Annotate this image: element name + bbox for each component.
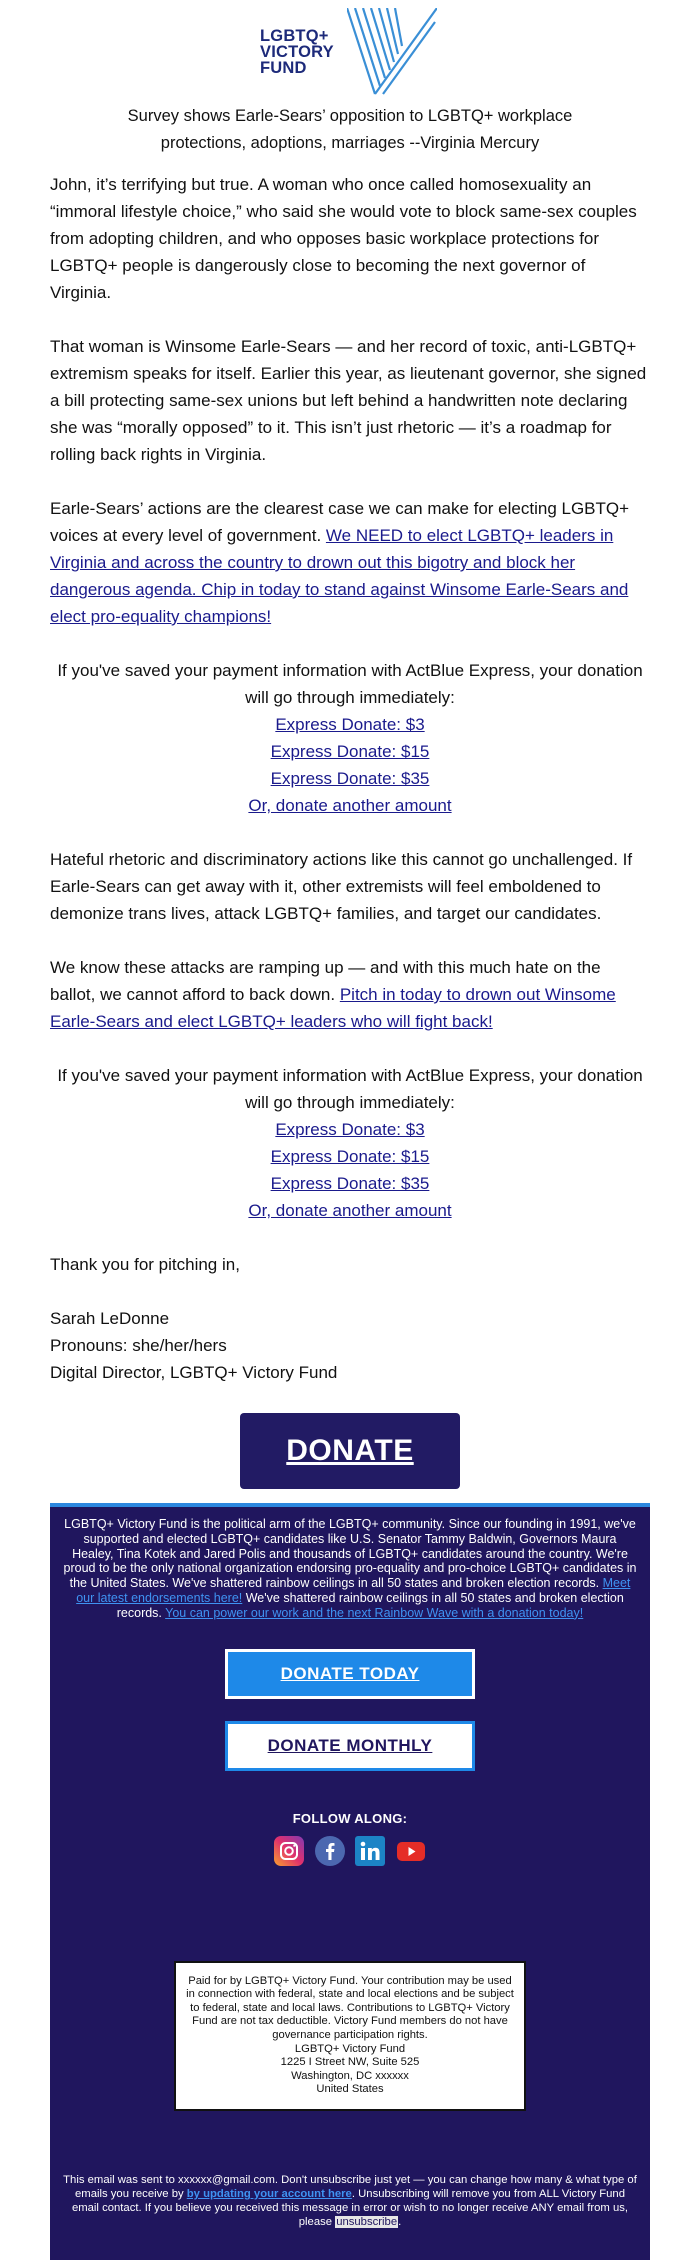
- disclaimer-address-1: 1225 I Street NW, Suite 525: [280, 2056, 420, 2069]
- signature: [50, 1305, 650, 1386]
- logo-line-3: FUND: [260, 59, 307, 77]
- chip-in-link[interactable]: We NEED to elect LGBTQ+ leaders in Virginia and across the country to drown out this bigotry and block her dangerous agenda. Chip in today to stand against Winsome Earle-Sears and elect pro-equality champions!: [50, 526, 629, 626]
- donate-other-amount-link[interactable]: Or, donate another amount: [248, 1201, 452, 1220]
- follow-along-label: FOLLOW ALONG:: [292, 1810, 408, 1826]
- paragraph-3-text: Earle-Sears’ actions are the clearest case we can make for electing LGBTQ+ voices at every level of government.: [50, 499, 630, 545]
- update-account-link[interactable]: by updating your account here: [186, 2187, 352, 2200]
- logo-line-2: VICTORY: [260, 43, 334, 61]
- paragraph-2: That woman is Winsome Earle-Sears — and her record of toxic, anti-LGBTQ+ extremism speaks for itself. Earlier this year, as lieutenant governor, she signed a bill protecting same-sex unions but left behind a handwritten note declaring she was “morally opposed” to it. This isn’t just rhetoric — it’s a roadmap for rolling back rights in Virginia.: [50, 337, 647, 464]
- pitch-in-link[interactable]: Pitch in today to drown out Winsome Earle-Sears and elect LGBTQ+ leaders who will fight back!: [50, 985, 616, 1031]
- instagram-icon[interactable]: [274, 1836, 304, 1866]
- express-donate-15-link[interactable]: Express Donate: $15: [270, 1147, 430, 1166]
- logo-v-mark-icon: [347, 8, 437, 98]
- unsub-end: .: [398, 2215, 402, 2228]
- donate-other-amount-link[interactable]: Or, donate another amount: [248, 796, 452, 815]
- unsubscribe-notice: [50, 2173, 650, 2229]
- endorsements-link[interactable]: Meet our latest endorsements here!: [76, 1576, 631, 1605]
- express-donate-block-2: [50, 1062, 650, 1224]
- disclaimer-org: LGBTQ+ Victory Fund: [294, 2042, 406, 2055]
- donate-today-button[interactable]: DONATE TODAY: [225, 1649, 475, 1699]
- express-donate-3-link[interactable]: Express Donate: $3: [275, 1120, 425, 1139]
- about-text-2: We've shattered rainbow ceilings in all 50 states and broken election records.: [116, 1590, 624, 1620]
- logo-text: [260, 28, 334, 76]
- email-body: [50, 171, 650, 1386]
- disclaimer-text: Paid for by LGBTQ+ Victory Fund. Your contribution may be used in connection with federal, state and local elections and be subject to federal, state and local laws. Contributions to LGBTQ+ Victory Fund are not tax deductible. Victory Fund members do not have governance participation rights.: [186, 1974, 514, 2041]
- disclaimer-address-2: Washington, DC xxxxxx: [291, 2069, 409, 2082]
- logo-line-1: LGBTQ+: [260, 27, 329, 45]
- donate-monthly-button[interactable]: DONATE MONTHLY: [225, 1721, 475, 1771]
- paid-for-disclaimer: [174, 1961, 526, 2111]
- power-our-work-link[interactable]: You can power our work and the next Rainbow Wave with a donation today!: [165, 1605, 584, 1620]
- express-intro: If you've saved your payment information with ActBlue Express, your donation will go through immediately:: [57, 1066, 643, 1112]
- linkedin-icon[interactable]: [355, 1836, 385, 1866]
- express-donate-35-link[interactable]: Express Donate: $35: [270, 769, 430, 788]
- express-donate-block-1: [50, 657, 650, 819]
- logo[interactable]: [50, 8, 650, 98]
- paragraph-3: [50, 495, 650, 630]
- footer: [50, 1503, 650, 2260]
- donate-button[interactable]: DONATE: [240, 1413, 460, 1489]
- express-donate-15-link[interactable]: Express Donate: $15: [270, 742, 430, 761]
- paragraph-1: John, it’s terrifying but true. A woman who once called homosexuality an “immoral lifestyle choice,” who said she would vote to block same-sex couples from adopting children, and who opposes basic workplace protections for LGBTQ+ people is dangerously close to becoming the next governor of Virginia.: [50, 175, 637, 302]
- signature-pronouns: Pronouns: she/her/hers: [50, 1336, 227, 1355]
- unsub-text-1: This email was sent to xxxxxx@gmail.com. Don't unsubscribe just yet — you can change how many & what type of emails you receive by: [63, 2173, 637, 2200]
- social-links: [50, 1836, 650, 1866]
- paragraph-5: [50, 954, 650, 1035]
- closing: Thank you for pitching in,: [50, 1255, 240, 1274]
- express-donate-3-link[interactable]: Express Donate: $3: [275, 715, 425, 734]
- facebook-icon[interactable]: [315, 1836, 345, 1866]
- signature-title: Digital Director, LGBTQ+ Victory Fund: [50, 1363, 338, 1382]
- paragraph-5-text: We know these attacks are ramping up — and with this much hate on the ballot, we cannot afford to back down.: [50, 958, 601, 1004]
- disclaimer-country: United States: [316, 2083, 384, 2096]
- express-donate-35-link[interactable]: Express Donate: $35: [270, 1174, 430, 1193]
- footer-about: [50, 1507, 650, 1621]
- unsub-text-2: . Unsubscribing will remove you from ALL Victory Fund email contact. If you believe you received this message in error or wish to no longer receive ANY email from us, please: [71, 2187, 629, 2228]
- unsubscribe-link[interactable]: unsubscribe: [336, 2215, 398, 2228]
- headline: Survey shows Earle-Sears’ opposition to LGBTQ+ workplace protections, adoptions, marriages --Virginia Mercury: [127, 107, 573, 152]
- signature-name: Sarah LeDonne: [50, 1309, 170, 1328]
- youtube-icon[interactable]: [396, 1836, 426, 1866]
- paragraph-4: Hateful rhetoric and discriminatory actions like this cannot go unchallenged. If Earle-Sears can get away with it, other extremists will feel emboldened to demonize trans lives, attack LGBTQ+ families, and target our candidates.: [50, 850, 633, 923]
- express-intro: If you've saved your payment information with ActBlue Express, your donation will go through immediately:: [57, 661, 643, 707]
- about-text: LGBTQ+ Victory Fund is the political arm of the LGBTQ+ community. Since our founding in 1991, we've supported and elected LGBTQ+ candidates like U.S. Senator Tammy Baldwin, Governors Maura Healey, Tina Kotek and Jared Polis and thousands of LGBTQ+ candidates around the country. We're proud to be the only national organization endorsing pro-equality and pro-choice LGBTQ+ candidates in the United States. We've shattered rainbow ceilings in all 50 states and broken election records.: [63, 1517, 637, 1591]
